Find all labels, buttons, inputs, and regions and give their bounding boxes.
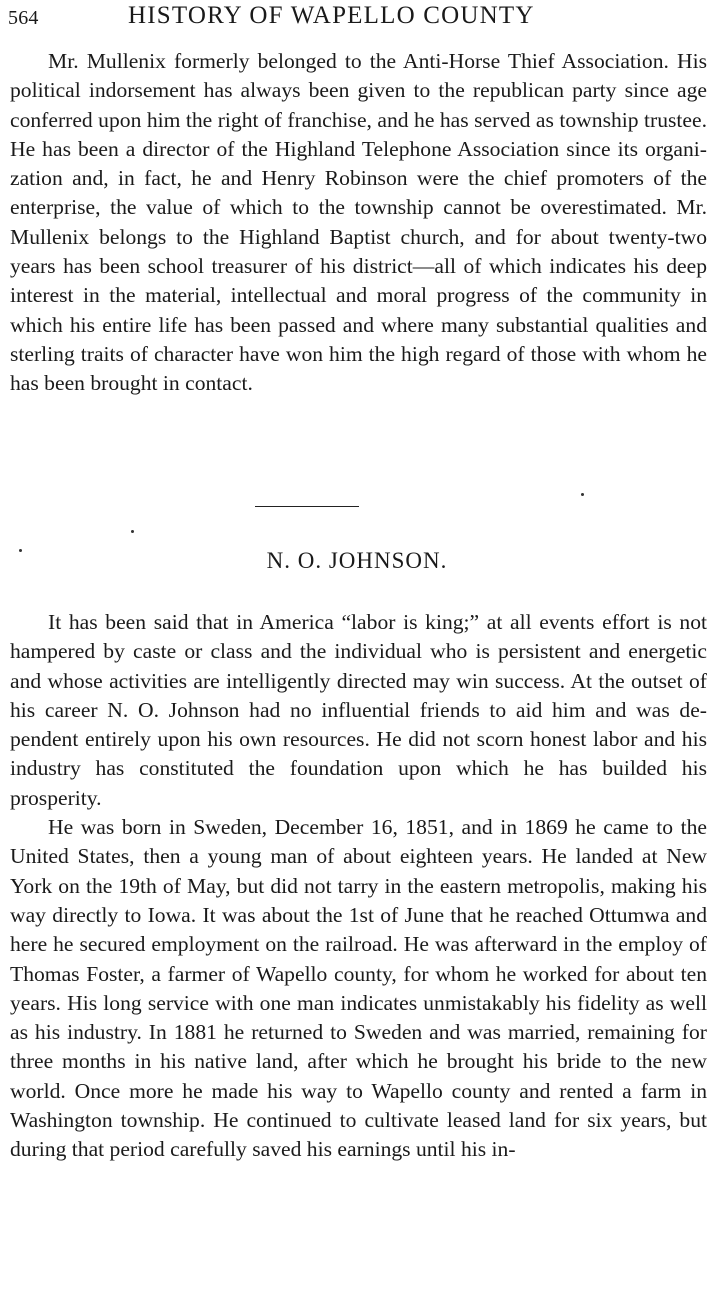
body-paragraph: Mr. Mullenix formerly belonged to the Anti-Horse Thief Association. His political indorsement has always been given to the republican party since age conferred upon him the right of franchise, and he has served as township trustee. He has been a director of the Highland Telephone Association since its organization and, in fact, he and Henry Robinson were the chief promoters of the enterprise, the value of which to the township cannot be overestimated. Mr. Mullenix belongs to the Highland Baptist church, and for about twenty-two years has been school treasurer of his district—all of which indicates his deep interest in the material, intellectual and moral progress of the community in which his entire life has been passed and where many substantial qualities and sterling traits of character have won him the high regard of those with whom he has been brought in contact. <box>10 49 707 396</box>
print-speck <box>581 493 584 496</box>
body-paragraph: He was born in Sweden, December 16, 1851, and in 1869 he came to the United States, then a young man of about eighteen years. He landed at New York on the 19th of May, but did not tarry in the eastern metropolis, making his way directly to Iowa. It was about the 1st of June that he reached Ottumwa and here he secured employment on the railroad. He was afterward in the employ of Thomas Foster, a farmer of Wapello county, for whom he worked for about ten years. His long service with one man indicates unmistakably his fidelity as well as his industry. In 1881 he returned to Sweden and was married, remaining for three months in his native land, after which he brought his bride to the new world. Once more he made his way to Wapello county and rented a farm in Washington township. He continued to cultivate leased land for six years, but during that period carefully saved his earnings until his in- <box>10 815 707 1162</box>
print-speck <box>19 549 22 552</box>
body-paragraph: It has been said that in America “labor is king;” at all events effort is not hampered by caste or class and the individual who is persistent and energetic and whose activities are intelligently directed may win success. At the outset of his career N. O. Johnson had no influential friends to aid him and was dependent entirely upon his own resources. He did not scorn honest labor and his industry has constituted the foundation upon which he has builded his prosperity. <box>10 610 707 810</box>
section-divider-rule <box>255 506 359 507</box>
page-number: 564 <box>8 7 39 29</box>
section-heading: N. O. JOHNSON. <box>266 548 448 573</box>
book-title: HISTORY OF WAPELLO COUNTY <box>128 2 535 29</box>
running-header <box>8 2 710 32</box>
johnson-biography-text <box>10 608 707 1165</box>
print-speck <box>131 530 134 533</box>
mullenix-biography-text <box>10 47 707 399</box>
